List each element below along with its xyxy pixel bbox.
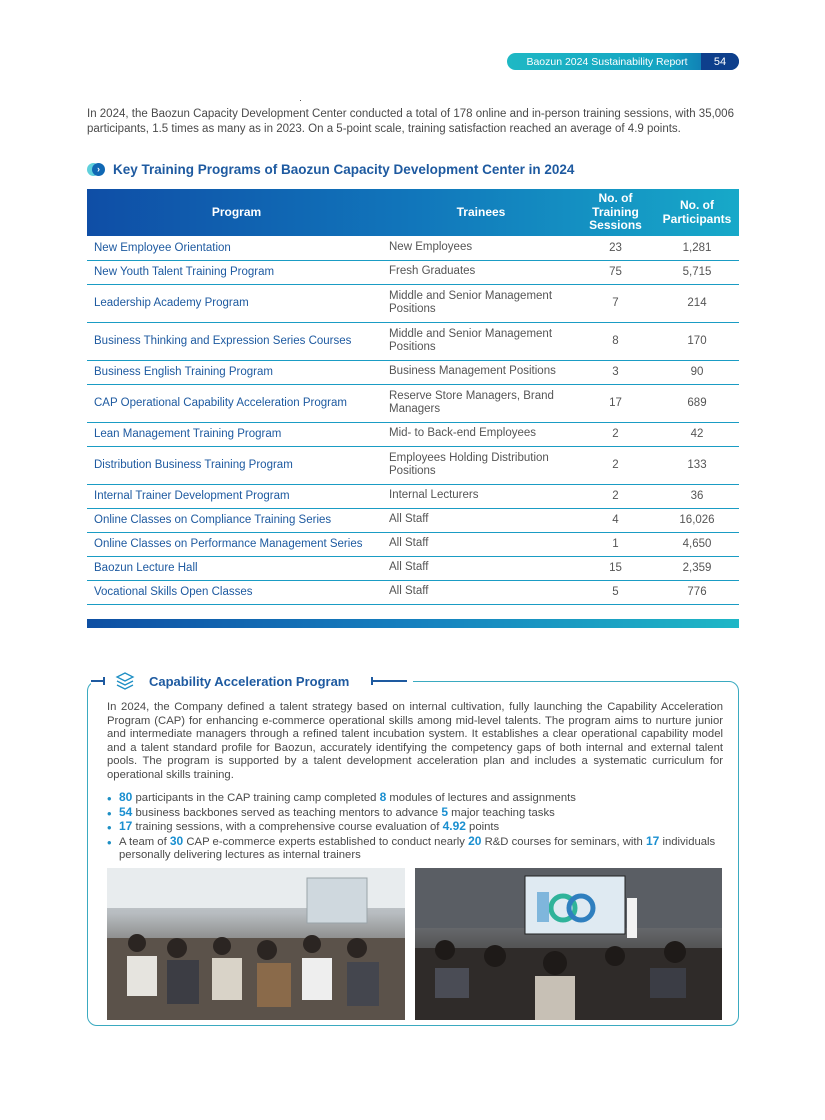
table-footer-bar: [87, 619, 739, 628]
cell-program: New Youth Talent Training Program: [87, 260, 386, 284]
table-row: [87, 236, 739, 260]
cell-participants: 4,650: [655, 532, 739, 556]
table-row: [87, 484, 739, 508]
col-header-participants: No. of Participants: [662, 198, 732, 226]
table-header-row: [87, 189, 739, 236]
report-header: [507, 53, 739, 70]
cell-trainees: Fresh Graduates: [386, 260, 576, 284]
cell-program: Online Classes on Compliance Training Series: [87, 508, 386, 532]
table-row: [87, 260, 739, 284]
cell-program: Online Classes on Performance Management Series: [87, 532, 386, 556]
cell-trainees: All Staff: [386, 556, 576, 580]
cell-participants: 5,715: [655, 260, 739, 284]
cell-trainees: New Employees: [386, 236, 576, 260]
cell-participants: 170: [655, 322, 739, 360]
cell-sessions: 4: [576, 508, 655, 532]
cell-participants: 36: [655, 484, 739, 508]
table-row: [87, 384, 739, 422]
cell-program: Leadership Academy Program: [87, 284, 386, 322]
cell-participants: 214: [655, 284, 739, 322]
table-row: [87, 556, 739, 580]
table-row: [87, 532, 739, 556]
cap-paragraph: In 2024, the Company defined a talent strategy based on internal cultivation, fully launching the Capability Acceleration Program (CAP) for enhancing e-commerce operational skills among mid-level talents. The program aims to nurture junior and intermediate managers through a refined talent incubation system. It establishes a clear operational capability model and a talent standard profile for Baozun, accurately identifying the competency gaps of both internal and external talent pools. The program is supported by a talent development acceleration plan and includes a systematic curriculum for operational skills training.: [107, 701, 723, 781]
cell-sessions: 23: [576, 236, 655, 260]
cell-sessions: 17: [576, 384, 655, 422]
cell-participants: 1,281: [655, 236, 739, 260]
cell-trainees: Mid- to Back-end Employees: [386, 422, 576, 446]
list-item: • 80 participants in the CAP training camp completed 8 modules of lectures and assignments: [107, 791, 723, 806]
cell-program: New Employee Orientation: [87, 236, 386, 260]
cell-trainees: Middle and Senior Management Positions: [386, 284, 576, 322]
table-row: [87, 508, 739, 532]
cell-sessions: 8: [576, 322, 655, 360]
cell-sessions: 2: [576, 484, 655, 508]
cell-sessions: 15: [576, 556, 655, 580]
layers-icon: [115, 671, 135, 691]
heading-rule-right: [371, 680, 407, 682]
col-header-sessions: No. of Training Sessions: [589, 191, 642, 233]
table-row: [87, 360, 739, 384]
list-item: • 17 training sessions, with a comprehensive course evaluation of 4.92 points: [107, 820, 723, 835]
cell-program: Business English Training Program: [87, 360, 386, 384]
cell-trainees: All Staff: [386, 580, 576, 604]
cell-program: Internal Trainer Development Program: [87, 484, 386, 508]
cell-participants: 689: [655, 384, 739, 422]
cell-sessions: 2: [576, 422, 655, 446]
table-row: [87, 322, 739, 360]
report-title: Baozun 2024 Sustainability Report: [526, 55, 688, 68]
heading-rule-left: [91, 680, 105, 682]
table-row: [87, 284, 739, 322]
cell-sessions: 3: [576, 360, 655, 384]
list-item: • A team of 30 CAP e-commerce experts established to conduct nearly 20 R&D courses for seminars, with 17 individuals personally delivering lectures as internal trainers: [107, 835, 723, 863]
training-photo-presentation: [415, 868, 722, 1020]
cell-sessions: 1: [576, 532, 655, 556]
training-table: [87, 189, 739, 605]
intro-paragraph: In 2024, the Baozun Capacity Development Center conducted a total of 178 online and in-person training sessions, with 35,006 participants, 1.5 times as many as in 2023. On a 5-point scale, training satisfaction reached an average of 4.9 points.: [87, 108, 734, 135]
cell-program: Lean Management Training Program: [87, 422, 386, 446]
training-photo-classroom: [107, 868, 405, 1020]
section-title: Key Training Programs of Baozun Capacity Development Center in 2024: [113, 162, 575, 177]
cap-heading: [91, 670, 413, 692]
cell-trainees: Internal Lecturers: [386, 484, 576, 508]
cap-bullet-list: [107, 791, 723, 863]
cell-program: Distribution Business Training Program: [87, 446, 386, 484]
cell-program: Business Thinking and Expression Series Courses: [87, 322, 386, 360]
cell-trainees: Reserve Store Managers, Brand Managers: [386, 384, 576, 422]
cell-sessions: 2: [576, 446, 655, 484]
cell-sessions: 5: [576, 580, 655, 604]
cell-trainees: Middle and Senior Management Positions: [386, 322, 576, 360]
cell-trainees: Employees Holding Distribution Positions: [386, 446, 576, 484]
cell-program: Vocational Skills Open Classes: [87, 580, 386, 604]
col-header-trainees: Trainees: [456, 204, 506, 219]
table-row: [87, 446, 739, 484]
col-header-program: Program: [211, 204, 262, 219]
arrow-circle-icon: ›: [87, 163, 105, 176]
cell-participants: 42: [655, 422, 739, 446]
cell-participants: 2,359: [655, 556, 739, 580]
table-row: [87, 580, 739, 604]
section-heading: [87, 162, 574, 177]
table-row: [87, 422, 739, 446]
cell-sessions: 75: [576, 260, 655, 284]
cell-participants: 16,026: [655, 508, 739, 532]
cell-program: CAP Operational Capability Acceleration Program: [87, 384, 386, 422]
dot-mark: [300, 100, 301, 101]
cell-trainees: All Staff: [386, 508, 576, 532]
cap-title: Capability Acceleration Program: [149, 673, 350, 689]
cell-trainees: Business Management Positions: [386, 360, 576, 384]
cell-program: Baozun Lecture Hall: [87, 556, 386, 580]
cell-trainees: All Staff: [386, 532, 576, 556]
cell-sessions: 7: [576, 284, 655, 322]
cell-participants: 776: [655, 580, 739, 604]
list-item: • 54 business backbones served as teaching mentors to advance 5 major teaching tasks: [107, 806, 723, 821]
cell-participants: 90: [655, 360, 739, 384]
cell-participants: 133: [655, 446, 739, 484]
page-number: 54: [701, 53, 739, 70]
